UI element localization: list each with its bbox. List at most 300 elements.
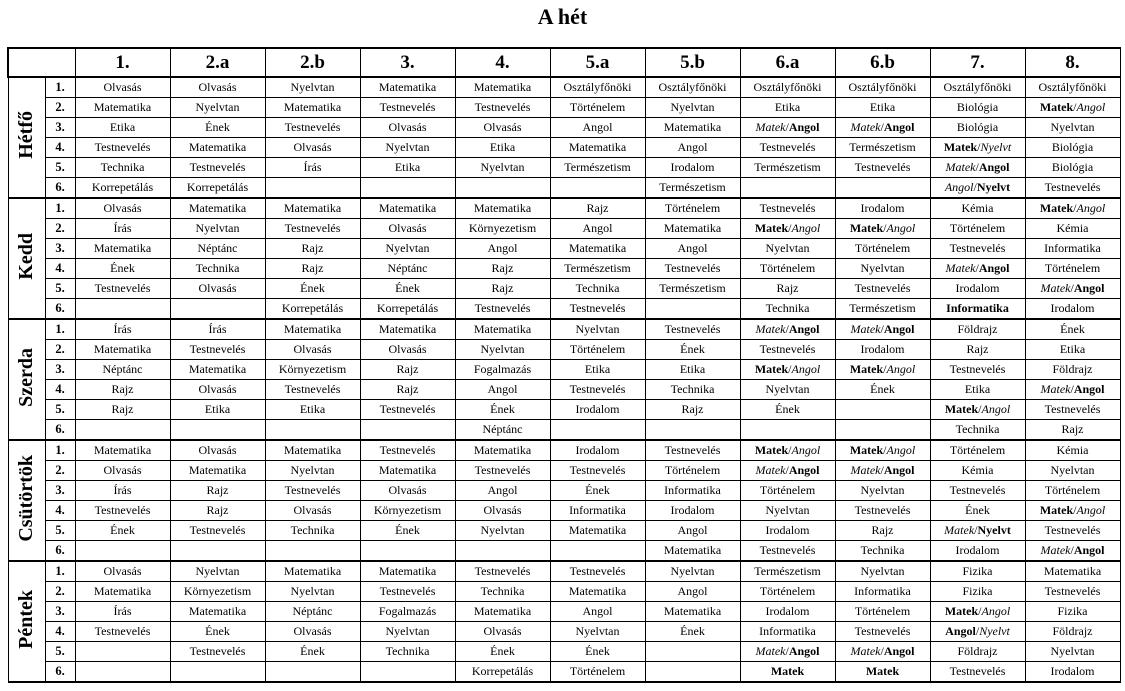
lesson-cell: Olvasás (265, 340, 360, 360)
lesson-cell: Matek/Angol (835, 360, 930, 380)
lesson-cell: Testnevelés (835, 501, 930, 521)
lesson-row (8, 360, 1120, 380)
lesson-cell: Osztályfőnöki (740, 77, 835, 98)
lesson-cell: Matematika (265, 98, 360, 118)
lesson-cell: Rajz (170, 501, 265, 521)
lesson-cell: Történelem (550, 340, 645, 360)
period-number: 2. (45, 98, 75, 118)
lesson-cell: Matek/Angol (930, 259, 1025, 279)
lesson-cell: Ének (455, 642, 550, 662)
lesson-cell: Ének (1025, 319, 1120, 340)
lesson-cell: Testnevelés (1025, 582, 1120, 602)
lesson-cell (550, 420, 645, 441)
subject-text: Nyelvt (979, 624, 1010, 638)
lesson-row (8, 461, 1120, 481)
period-number: 4. (45, 138, 75, 158)
lesson-cell: Testnevelés (75, 279, 170, 299)
lesson-cell: Ének (930, 501, 1025, 521)
lesson-cell: Nyelvtan (265, 582, 360, 602)
lesson-cell: Matematika (360, 319, 455, 340)
lesson-cell: Testnevelés (455, 98, 550, 118)
subject-text: Matek (850, 322, 881, 336)
lesson-cell: Olvasás (360, 481, 455, 501)
lesson-cell: Fizika (930, 561, 1025, 582)
lesson-cell: Matematika (455, 319, 550, 340)
day-name: Kedd (15, 232, 37, 280)
lesson-cell (265, 178, 360, 199)
lesson-cell: Írás (75, 481, 170, 501)
day-label-szerda (8, 319, 45, 440)
lesson-cell: Matematika (75, 98, 170, 118)
subject-text: Angol (944, 180, 974, 194)
column-header: 2.b (265, 48, 360, 77)
lesson-cell: Matematika (170, 138, 265, 158)
lesson-cell: Nyelvtan (645, 98, 740, 118)
subject-text: Matek (1040, 382, 1071, 396)
subject-text: Angol (791, 443, 821, 457)
column-header: 5.b (645, 48, 740, 77)
lesson-cell: Írás (265, 158, 360, 178)
lesson-cell: Technika (550, 279, 645, 299)
lesson-cell: Természetism (645, 279, 740, 299)
lesson-cell: Angol (455, 481, 550, 501)
lesson-cell: Technika (835, 541, 930, 562)
lesson-cell: Osztályfőnöki (835, 77, 930, 98)
lesson-cell: Kémia (930, 198, 1025, 219)
lesson-cell (645, 642, 740, 662)
subject-text: Matek (770, 664, 805, 678)
lesson-cell: Technika (930, 420, 1025, 441)
lesson-cell: Matematika (75, 440, 170, 461)
lesson-cell: Technika (455, 582, 550, 602)
lesson-cell: Ének (265, 642, 360, 662)
subject-text: Matek (755, 644, 786, 658)
period-number: 3. (45, 602, 75, 622)
column-header: 6.a (740, 48, 835, 77)
lesson-cell: Természetism (835, 299, 930, 320)
lesson-cell: Földrajz (1025, 360, 1120, 380)
lesson-cell: Néptánc (170, 239, 265, 259)
lesson-cell: Angol (645, 582, 740, 602)
lesson-cell: Irodalom (835, 340, 930, 360)
lesson-cell: Matematika (170, 461, 265, 481)
period-number: 4. (45, 622, 75, 642)
period-number: 1. (45, 198, 75, 219)
lesson-cell (835, 662, 930, 683)
lesson-cell: Etika (740, 98, 835, 118)
lesson-cell: Ének (75, 259, 170, 279)
lesson-cell: Matematika (265, 319, 360, 340)
subject-text: Angol (1073, 382, 1105, 396)
lesson-cell: Irodalom (550, 440, 645, 461)
subject-text: Angol (788, 322, 820, 336)
subject-text: Matek (1040, 543, 1071, 557)
lesson-cell: Rajz (930, 340, 1025, 360)
lesson-cell: Matematika (360, 461, 455, 481)
lesson-cell: Matek/Angol (1025, 380, 1120, 400)
lesson-row (8, 279, 1120, 299)
day-label-kedd (8, 198, 45, 319)
lesson-cell: Történelem (930, 219, 1025, 239)
period-number: 6. (45, 662, 75, 683)
lesson-cell: Testnevelés (930, 360, 1025, 380)
lesson-cell: Biológia (930, 118, 1025, 138)
lesson-cell: Matek/Angol (740, 219, 835, 239)
lesson-cell: Olvasás (75, 561, 170, 582)
lesson-cell: Nyelvtan (645, 561, 740, 582)
subject-text: Angol (883, 644, 915, 658)
lesson-cell: Testnevelés (645, 319, 740, 340)
lesson-cell: Testnevelés (455, 561, 550, 582)
lesson-row (8, 299, 1120, 320)
lesson-cell: Matek/Angol (835, 440, 930, 461)
column-header: 2.a (170, 48, 265, 77)
lesson-cell: Osztályfőnöki (550, 77, 645, 98)
subject-text: Matek (943, 140, 978, 154)
lesson-cell: Korrepetálás (360, 299, 455, 320)
lesson-cell: Testnevelés (170, 158, 265, 178)
subject-text: Matek (850, 463, 881, 477)
day-name: Csütörtök (15, 454, 37, 542)
lesson-cell: Ének (170, 118, 265, 138)
lesson-cell (360, 662, 455, 683)
lesson-cell: Rajz (265, 239, 360, 259)
period-number: 1. (45, 319, 75, 340)
lesson-cell: Nyelvtan (740, 239, 835, 259)
header-row (8, 48, 1120, 77)
lesson-cell (930, 299, 1025, 320)
lesson-cell: Ének (550, 642, 645, 662)
lesson-cell: Rajz (455, 279, 550, 299)
lesson-cell: Nyelvtan (265, 77, 360, 98)
subject-text: Matek (945, 160, 976, 174)
lesson-cell (550, 541, 645, 562)
lesson-cell: Angol (645, 521, 740, 541)
lesson-cell: Olvasás (170, 279, 265, 299)
lesson-cell: Matek/Angol (930, 602, 1025, 622)
lesson-cell (360, 420, 455, 441)
lesson-cell (835, 420, 930, 441)
lesson-cell (455, 541, 550, 562)
lesson-cell: Testnevelés (265, 380, 360, 400)
lesson-cell: Természetism (550, 259, 645, 279)
lesson-cell: Korrepetálás (75, 178, 170, 199)
lesson-cell: Matematika (265, 561, 360, 582)
subject-text: Nyelvt (977, 523, 1011, 537)
subject-text: Matek (944, 402, 979, 416)
lesson-row (8, 259, 1120, 279)
lesson-cell: Informatika (1025, 239, 1120, 259)
lesson-cell: Matematika (455, 198, 550, 219)
lesson-cell: Természetism (740, 158, 835, 178)
lesson-cell: Korrepetálás (265, 299, 360, 320)
lesson-cell: Fogalmazás (360, 602, 455, 622)
lesson-row (8, 380, 1120, 400)
lesson-cell: Matek/Angol (740, 642, 835, 662)
lesson-cell: Testnevelés (1025, 521, 1120, 541)
lesson-cell: Nyelvtan (835, 481, 930, 501)
lesson-cell: Technika (645, 380, 740, 400)
lesson-row (8, 239, 1120, 259)
lesson-cell: Irodalom (835, 198, 930, 219)
lesson-row (8, 118, 1120, 138)
lesson-cell: Etika (930, 380, 1025, 400)
period-number: 1. (45, 561, 75, 582)
lesson-cell: Olvasás (170, 440, 265, 461)
lesson-cell: Nyelvtan (170, 98, 265, 118)
lesson-cell: Etika (75, 118, 170, 138)
column-header: 1. (75, 48, 170, 77)
lesson-cell: Osztályfőnöki (645, 77, 740, 98)
lesson-cell: Matematika (455, 440, 550, 461)
lesson-cell: Nyelvtan (360, 622, 455, 642)
lesson-cell: Környezetism (360, 501, 455, 521)
period-number: 6. (45, 178, 75, 199)
lesson-cell: Matematika (1025, 561, 1120, 582)
lesson-cell: Testnevelés (360, 400, 455, 420)
lesson-row (8, 420, 1120, 441)
lesson-cell: Technika (170, 259, 265, 279)
subject-text: Angol (978, 261, 1010, 275)
subject-text: Matek (755, 322, 786, 336)
lesson-cell: Matek/Angol (835, 319, 930, 340)
column-header: 6.b (835, 48, 930, 77)
period-number: 4. (45, 259, 75, 279)
lesson-cell: Informatika (645, 481, 740, 501)
subject-text: Angol (788, 120, 820, 134)
lesson-cell: Történelem (835, 239, 930, 259)
lesson-cell: Irodalom (1025, 299, 1120, 320)
page-title: A hét (537, 4, 588, 29)
lesson-cell: Etika (360, 158, 455, 178)
header-corner (8, 48, 75, 77)
lesson-cell (835, 400, 930, 420)
subject-text: Matek (849, 221, 884, 235)
lesson-cell: Természetism (550, 158, 645, 178)
lesson-cell: Matematika (360, 77, 455, 98)
day-name: Péntek (15, 589, 37, 649)
subject-text: Angol (1073, 543, 1105, 557)
lesson-cell: Matematika (645, 541, 740, 562)
subject-text: Angol (1076, 100, 1106, 114)
lesson-cell: Angol (455, 380, 550, 400)
lesson-row (8, 98, 1120, 118)
subject-text: Matek (850, 644, 881, 658)
subject-text: Angol (883, 463, 915, 477)
period-number: 4. (45, 380, 75, 400)
lesson-cell: Testnevelés (265, 481, 360, 501)
lesson-cell: Történelem (740, 582, 835, 602)
lesson-cell: Matematika (645, 118, 740, 138)
lesson-cell: Olvasás (170, 77, 265, 98)
lesson-cell (75, 541, 170, 562)
lesson-row (8, 178, 1120, 199)
subject-text: Angol (791, 221, 821, 235)
lesson-cell: Írás (170, 319, 265, 340)
lesson-cell: Informatika (835, 582, 930, 602)
lesson-cell: Matematika (75, 239, 170, 259)
subject-text: Angol (791, 362, 821, 376)
lesson-cell: Etika (265, 400, 360, 420)
lesson-cell: Nyelvtan (170, 219, 265, 239)
subject-text: Angol (886, 221, 916, 235)
lesson-cell: Testnevelés (740, 138, 835, 158)
lesson-cell: Irodalom (645, 501, 740, 521)
lesson-cell: Olvasás (455, 118, 550, 138)
lesson-cell: Matek/Angol (1025, 541, 1120, 562)
lesson-cell: Olvasás (265, 501, 360, 521)
lesson-cell: Matek/Angol (740, 360, 835, 380)
lesson-cell: Olvasás (265, 622, 360, 642)
subject-text: Matek (945, 261, 976, 275)
day-label-csutortok (8, 440, 45, 561)
lesson-cell: Matematika (265, 440, 360, 461)
lesson-cell: Írás (75, 319, 170, 340)
period-number: 6. (45, 420, 75, 441)
period-number: 6. (45, 299, 75, 320)
subject-text: Angol (788, 644, 820, 658)
lesson-cell: Biológia (1025, 158, 1120, 178)
lesson-cell: Etika (1025, 340, 1120, 360)
lesson-row (8, 319, 1120, 340)
subject-text: Matek (849, 362, 884, 376)
lesson-cell: Testnevelés (75, 622, 170, 642)
lesson-cell: Olvasás (360, 219, 455, 239)
lesson-row (8, 662, 1120, 683)
lesson-cell: Írás (75, 219, 170, 239)
lesson-cell: Olvasás (75, 77, 170, 98)
lesson-cell: Nyelvtan (265, 461, 360, 481)
day-label-pentek (8, 561, 45, 682)
lesson-cell: Nyelvtan (835, 561, 930, 582)
lesson-row (8, 440, 1120, 461)
lesson-cell: Testnevelés (740, 198, 835, 219)
lesson-cell: Matematika (265, 198, 360, 219)
lesson-cell: Ének (360, 279, 455, 299)
lesson-cell (645, 420, 740, 441)
period-number: 5. (45, 521, 75, 541)
lesson-cell: Olvasás (265, 138, 360, 158)
lesson-cell: Technika (360, 642, 455, 662)
lesson-row (8, 521, 1120, 541)
subject-text: Matek (944, 604, 979, 618)
period-number: 2. (45, 219, 75, 239)
subject-text: Matek (1039, 503, 1074, 517)
lesson-cell: Ének (835, 380, 930, 400)
lesson-cell: Matek/Angol (740, 118, 835, 138)
lesson-row (8, 400, 1120, 420)
lesson-cell: Történelem (550, 98, 645, 118)
lesson-cell: Testnevelés (550, 461, 645, 481)
subject-text: Angol (945, 624, 976, 638)
subject-text: Matek (755, 120, 786, 134)
lesson-cell: Testnevelés (360, 440, 455, 461)
lesson-cell: Etika (170, 400, 265, 420)
period-number: 3. (45, 481, 75, 501)
lesson-cell: Rajz (360, 360, 455, 380)
lesson-cell (360, 541, 455, 562)
lesson-cell: Rajz (835, 521, 930, 541)
lesson-cell: Testnevelés (1025, 400, 1120, 420)
lesson-cell: Matematika (455, 602, 550, 622)
lesson-cell: Rajz (740, 279, 835, 299)
subject-text: Angol (886, 443, 916, 457)
lesson-cell: Rajz (455, 259, 550, 279)
period-number: 3. (45, 360, 75, 380)
lesson-cell: Angol (550, 118, 645, 138)
lesson-cell: Testnevelés (930, 481, 1025, 501)
subject-text: Angol (981, 604, 1011, 618)
lesson-cell: Angol (645, 138, 740, 158)
lesson-cell: Angol (455, 239, 550, 259)
lesson-row (8, 561, 1120, 582)
lesson-cell: Rajz (1025, 420, 1120, 441)
lesson-cell: Fogalmazás (455, 360, 550, 380)
lesson-cell (740, 178, 835, 199)
lesson-cell: Matematika (360, 561, 455, 582)
lesson-cell: Testnevelés (265, 118, 360, 138)
lesson-cell: Matek/Nyelvt (930, 138, 1025, 158)
lesson-cell: Matek/Angol (740, 440, 835, 461)
lesson-cell: Osztályfőnöki (930, 77, 1025, 98)
lesson-cell: Ének (740, 400, 835, 420)
lesson-cell: Olvasás (75, 198, 170, 219)
subject-text: Matek (1039, 100, 1074, 114)
lesson-cell: Kémia (930, 461, 1025, 481)
lesson-cell: Nyelvtan (170, 561, 265, 582)
lesson-cell: Etika (550, 360, 645, 380)
subject-text: Angol (883, 120, 915, 134)
column-header: 4. (455, 48, 550, 77)
subject-text: Angol (886, 362, 916, 376)
lesson-cell: Nyelvtan (360, 239, 455, 259)
lesson-cell: Testnevelés (550, 561, 645, 582)
subject-text: Matek (1040, 281, 1071, 295)
lesson-row (8, 158, 1120, 178)
subject-text: Matek (865, 664, 900, 678)
lesson-cell: Néptánc (265, 602, 360, 622)
subject-text: Matek (754, 362, 789, 376)
lesson-cell: Történelem (645, 461, 740, 481)
period-number: 1. (45, 440, 75, 461)
lesson-cell: Földrajz (1025, 622, 1120, 642)
period-number: 1. (45, 77, 75, 98)
lesson-cell: Nyelvtan (1025, 118, 1120, 138)
lesson-cell: Testnevelés (75, 501, 170, 521)
subject-text: Angol (1076, 201, 1106, 215)
lesson-cell: Fizika (930, 582, 1025, 602)
subject-text: Angol (1073, 281, 1105, 295)
lesson-cell: Természetism (835, 138, 930, 158)
lesson-cell (170, 420, 265, 441)
lesson-row (8, 541, 1120, 562)
lesson-cell: Testnevelés (170, 521, 265, 541)
lesson-cell: Etika (835, 98, 930, 118)
subject-text: Angol (1076, 503, 1106, 517)
lesson-cell: Testnevelés (455, 299, 550, 320)
period-number: 3. (45, 118, 75, 138)
lesson-cell: Matematika (550, 521, 645, 541)
lesson-cell: Matematika (645, 219, 740, 239)
lesson-cell (170, 299, 265, 320)
lesson-cell: Történelem (835, 602, 930, 622)
subject-text: Matek (755, 463, 786, 477)
lesson-cell: Matek/Angol (1025, 501, 1120, 521)
lesson-cell: Technika (75, 158, 170, 178)
lesson-cell: Testnevelés (170, 642, 265, 662)
lesson-cell: Rajz (75, 380, 170, 400)
lesson-cell: Olvasás (360, 340, 455, 360)
